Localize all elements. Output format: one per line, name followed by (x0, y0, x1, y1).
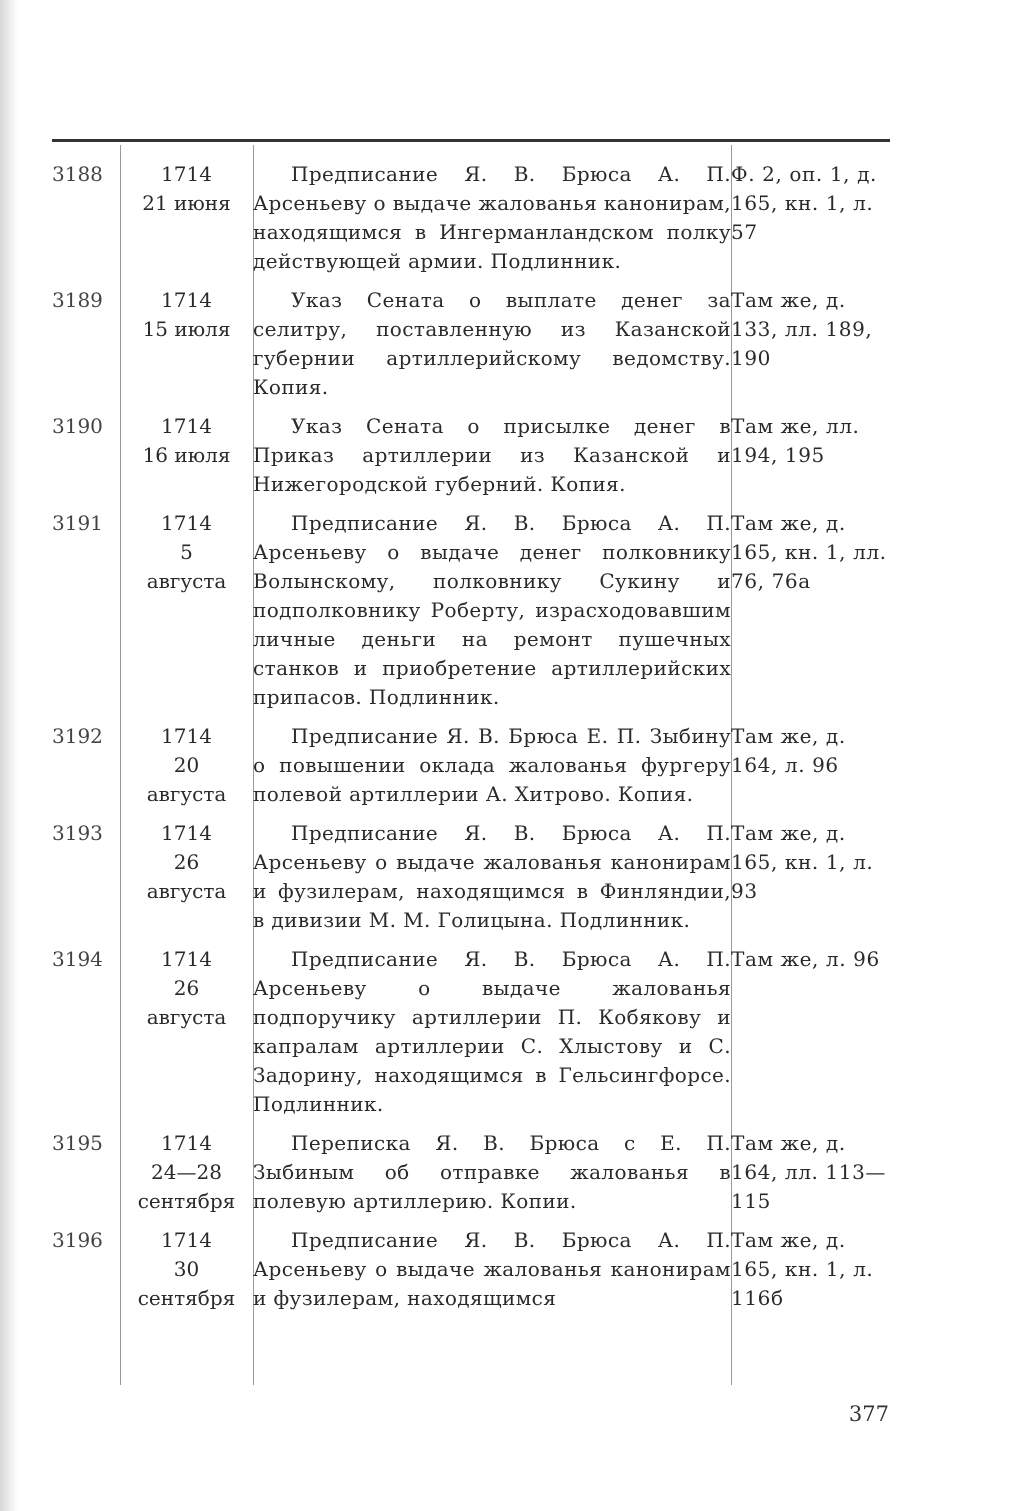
entry-number: 3188 (52, 162, 103, 186)
entry-reference: Там же, д. 165, кн. 1, л. 116б (731, 1228, 874, 1310)
entry-year: 1714 (161, 162, 212, 186)
table-row (52, 945, 890, 1129)
entry-description: Переписка Я. В. Брюса с Е. П. Зыбиным об отправке жалованья в полевую артиллерию. Копии. (253, 1131, 731, 1213)
entry-reference: Там же, д. 164, л. 96 (731, 724, 846, 777)
entry-number: 3194 (52, 947, 103, 971)
entry-description: Указ Сената о выплате денег за селитру, поставленную из Казанской губернии артиллерийскому ведомству. Копия. (253, 288, 731, 399)
entry-date (120, 819, 253, 945)
entry-number: 3196 (52, 1228, 103, 1252)
entry-month: августа (146, 1005, 227, 1029)
entry-reference: Там же, д. 165, кн. 1, л. 93 (731, 821, 874, 903)
entry-date (120, 722, 253, 819)
top-rule (52, 139, 890, 142)
entry-number: 3195 (52, 1131, 103, 1155)
table-row (52, 286, 890, 412)
entry-day: 26 (173, 976, 200, 1000)
entry-reference: Там же, д. 165, кн. 1, лл. 76, 76а (731, 511, 887, 593)
entry-number: 3192 (52, 724, 103, 748)
entry-number: 3191 (52, 511, 103, 535)
entry-day: 5 (180, 540, 193, 564)
entry-description: Указ Сената о присылке денег в Приказ артиллерии из Казанской и Нижегородской губерний. Копия. (253, 414, 731, 496)
entry-date (120, 509, 253, 722)
entry-day: 16 июля (142, 443, 231, 467)
entry-day: 26 (173, 850, 200, 874)
entry-date (120, 412, 253, 509)
entry-year: 1714 (161, 414, 212, 438)
entry-month: августа (146, 879, 227, 903)
entry-year: 1714 (161, 821, 212, 845)
entry-day: 21 июня (142, 191, 231, 215)
entry-number: 3193 (52, 821, 103, 845)
entry-reference: Там же, д. 133, лл. 189, 190 (731, 288, 873, 370)
entry-number: 3190 (52, 414, 103, 438)
entry-reference: Там же, д. 164, лл. 113—115 (731, 1131, 886, 1213)
table-row (52, 160, 890, 286)
entry-description: Предписание Я. В. Брюса А. П. Арсеньеву о выдаче жалованья канонирам и фузилерам, находящимся (253, 1228, 731, 1310)
entry-year: 1714 (161, 288, 212, 312)
archive-registry-table (52, 160, 890, 1323)
entry-description: Предписание Я. В. Брюса А. П. Арсеньеву о выдаче жалованья канонирам, находящимся в Ингерманландском полку действующей армии. Подлинник. (253, 162, 731, 273)
entry-year: 1714 (161, 947, 212, 971)
table-row (52, 819, 890, 945)
entry-reference: Ф. 2, оп. 1, д. 165, кн. 1, л. 57 (731, 162, 877, 244)
entry-date (120, 286, 253, 412)
table-row (52, 1129, 890, 1226)
entry-day: 24—28 (151, 1160, 222, 1184)
entry-date (120, 160, 253, 286)
entry-description: Предписание Я. В. Брюса А. П. Арсеньеву о выдаче денег полковнику Волынскому, полковнику Сукину и подполковнику Роберту, израсходовавшим личные деньги на ремонт пушечных станков и приобретение артиллерийских припасов. Подлинник. (253, 511, 731, 709)
table-row (52, 1226, 890, 1323)
page-edge-shadow (0, 0, 18, 1511)
entry-month: сентября (137, 1286, 236, 1310)
entry-month: августа (146, 569, 227, 593)
entry-day: 30 (173, 1257, 200, 1281)
entry-day: 15 июля (142, 317, 231, 341)
entry-year: 1714 (161, 1131, 212, 1155)
table-row (52, 722, 890, 819)
entry-date (120, 1226, 253, 1323)
table-row (52, 412, 890, 509)
entry-year: 1714 (161, 511, 212, 535)
entry-number: 3189 (52, 288, 103, 312)
entry-description: Предписание Я. В. Брюса А. П. Арсеньеву о выдаче жалованья подпоручику артиллерии П. Кобякову и капралам артиллерии С. Хлыстову и С. Задорину, находящимся в Гельсингфорсе. Подлинник. (253, 947, 731, 1116)
entry-reference: Там же, л. 96 (731, 947, 880, 971)
entry-month: сентября (137, 1189, 236, 1213)
entry-description: Предписание Я. В. Брюса Е. П. Зыбину о повышении оклада жалованья фургеру полевой артиллерии А. Хитрово. Копия. (253, 724, 731, 806)
entry-year: 1714 (161, 1228, 212, 1252)
page-number: 377 (848, 1402, 889, 1426)
entry-description: Предписание Я. В. Брюса А. П. Арсеньеву о выдаче жалованья канонирам и фузилерам, находящимся в Финляндии, в дивизии М. М. Голицына. Подлинник. (253, 821, 731, 932)
entry-year: 1714 (161, 724, 212, 748)
entry-month: августа (146, 782, 227, 806)
entry-day: 20 (173, 753, 200, 777)
table-row (52, 509, 890, 722)
entry-date (120, 945, 253, 1129)
entry-date (120, 1129, 253, 1226)
entry-reference: Там же, лл. 194, 195 (731, 414, 860, 467)
